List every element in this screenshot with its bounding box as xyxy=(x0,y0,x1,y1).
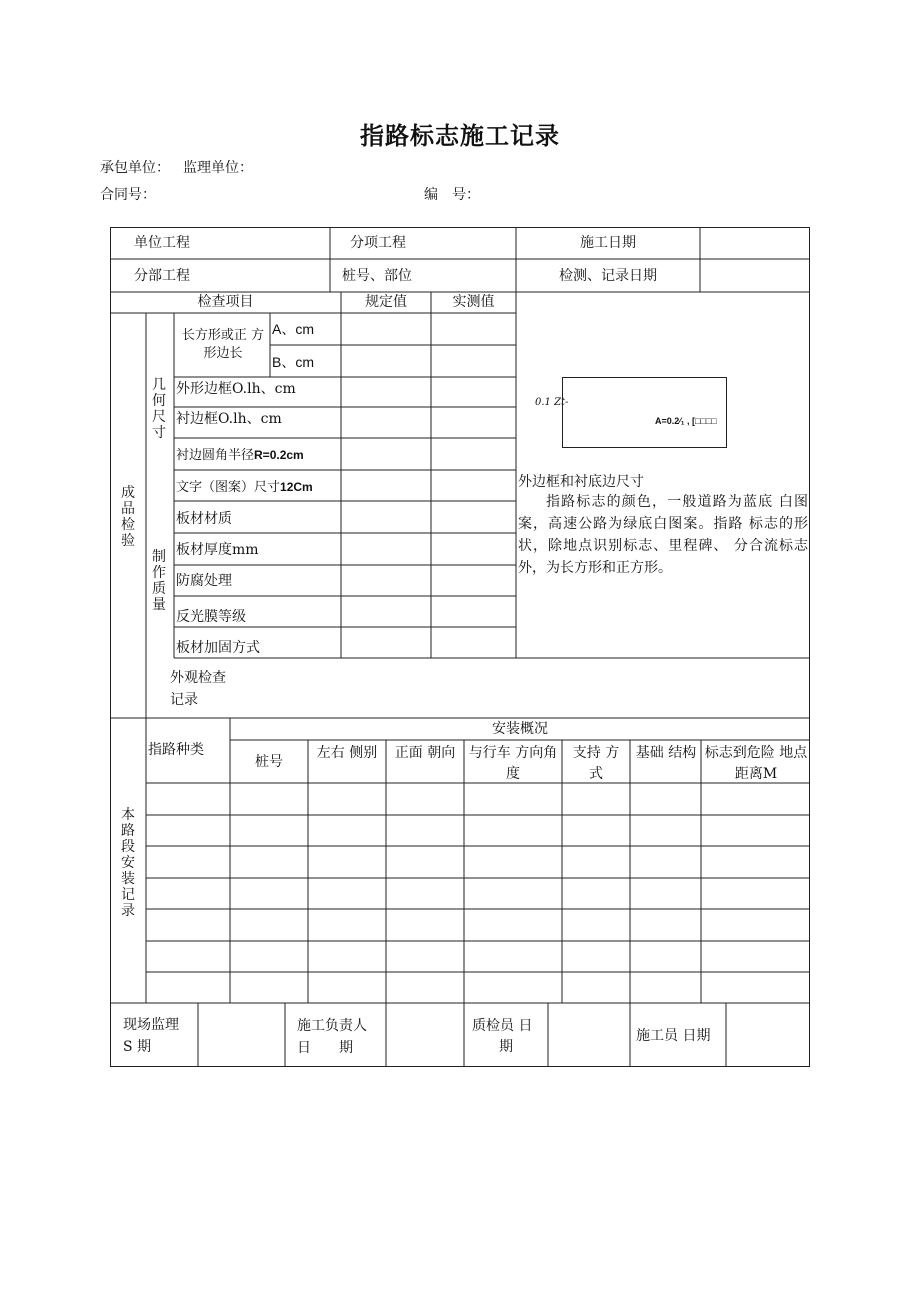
corner-radius-value: R=0.2cm xyxy=(254,448,304,462)
inspection-date-label: 检测、记录日期 xyxy=(559,268,657,284)
measured-header: 实测值 xyxy=(452,294,495,310)
col-support: 支持 方式 xyxy=(572,745,620,782)
sub-item-project-label: 分项工程 xyxy=(350,235,406,251)
supervisor-label: 监理单位： xyxy=(183,160,253,176)
construction-lead-date-label: 日 期 xyxy=(297,1040,353,1056)
construction-date-label: 施工日期 xyxy=(580,235,636,251)
text-size-label xyxy=(176,478,313,497)
outer-border-label: 外形边框O.lh、cm xyxy=(176,381,296,397)
construction-lead-label: 施工负责人 xyxy=(297,1018,367,1034)
worker-date-label: 施工员 日期 xyxy=(636,1028,711,1044)
anticorrosion-label: 防腐处理 xyxy=(176,573,232,589)
appearance-label: 外观检查记录 xyxy=(170,670,226,708)
sign-type-header: 指路种类 xyxy=(148,742,204,758)
station-location-label: 桩号、部位 xyxy=(342,268,412,284)
contractor-label: 承包单位： xyxy=(100,160,170,176)
plate-thickness-label: 板材厚度mm xyxy=(176,542,259,558)
overview-header: 安装概况 xyxy=(492,721,548,737)
reflective-grade-label: 反光膜等级 xyxy=(176,609,246,625)
install-record-label: 本路段安装记录 xyxy=(121,807,135,919)
corner-radius-text: 衬边圆角半径 xyxy=(176,448,255,463)
rect-side-label: 长方形或正 方形边长 xyxy=(181,328,265,361)
col-angle: 与行车 方向角度 xyxy=(468,745,558,782)
quality-label: 制作质量 xyxy=(152,549,166,613)
col-foundation: 基础 结构 xyxy=(635,745,697,761)
col-station: 桩号 xyxy=(255,754,283,770)
contract-no-label: 合同号： xyxy=(100,187,156,203)
spec-header: 规定值 xyxy=(365,294,407,310)
unit-project-label: 单位工程 xyxy=(134,235,190,251)
reinforcement-label: 板材加固方式 xyxy=(176,640,260,656)
product-inspection-label: 成品检验 xyxy=(121,485,135,549)
diagram-right-label: A=0.2⁄₁ , [□□□□ xyxy=(655,416,717,426)
text-size-text: 文字（图案）尺寸 xyxy=(176,480,281,495)
col-side: 左右 侧别 xyxy=(316,745,378,761)
col-facing: 正面 朝向 xyxy=(394,745,456,761)
item-header: 检查项目 xyxy=(197,294,254,310)
serial-no-label: 编 号： xyxy=(424,187,480,203)
diagram-left-label: 0.1 Zt- xyxy=(535,397,569,408)
col-distance: 标志到危险 地点距离M xyxy=(704,745,808,782)
lining-border-label: 衬边框O.lh、cm xyxy=(176,411,282,427)
quality-inspector-date-label: 期 xyxy=(499,1039,513,1055)
plate-material-label: 板材材质 xyxy=(176,511,232,527)
record-form xyxy=(110,227,810,1067)
geometry-label: 几何尺寸 xyxy=(152,377,166,441)
diagram-caption: 外边框和衬底边尺寸 xyxy=(518,474,644,490)
page-title: 指路标志施工记录 xyxy=(360,122,560,150)
corner-radius-label xyxy=(176,446,304,465)
site-supervisor-date-label: S 期 xyxy=(123,1039,152,1055)
color-shape-note: 指路标志的颜色，一般道路为蓝底 白图案，高速公路为绿底白图案。指路 标志的形状，除地点识别标志、里程碑、 分合流标志外，为长方形和正方形。 xyxy=(518,494,808,576)
rect-a-label: A、cm xyxy=(272,321,314,337)
site-supervisor-label: 现场监理 xyxy=(123,1017,179,1033)
text-size-value: 12Cm xyxy=(280,480,313,494)
division-project-label: 分部工程 xyxy=(134,268,190,284)
quality-inspector-label: 质检员 日 xyxy=(472,1018,533,1034)
rect-b-label: B、cm xyxy=(272,354,314,370)
